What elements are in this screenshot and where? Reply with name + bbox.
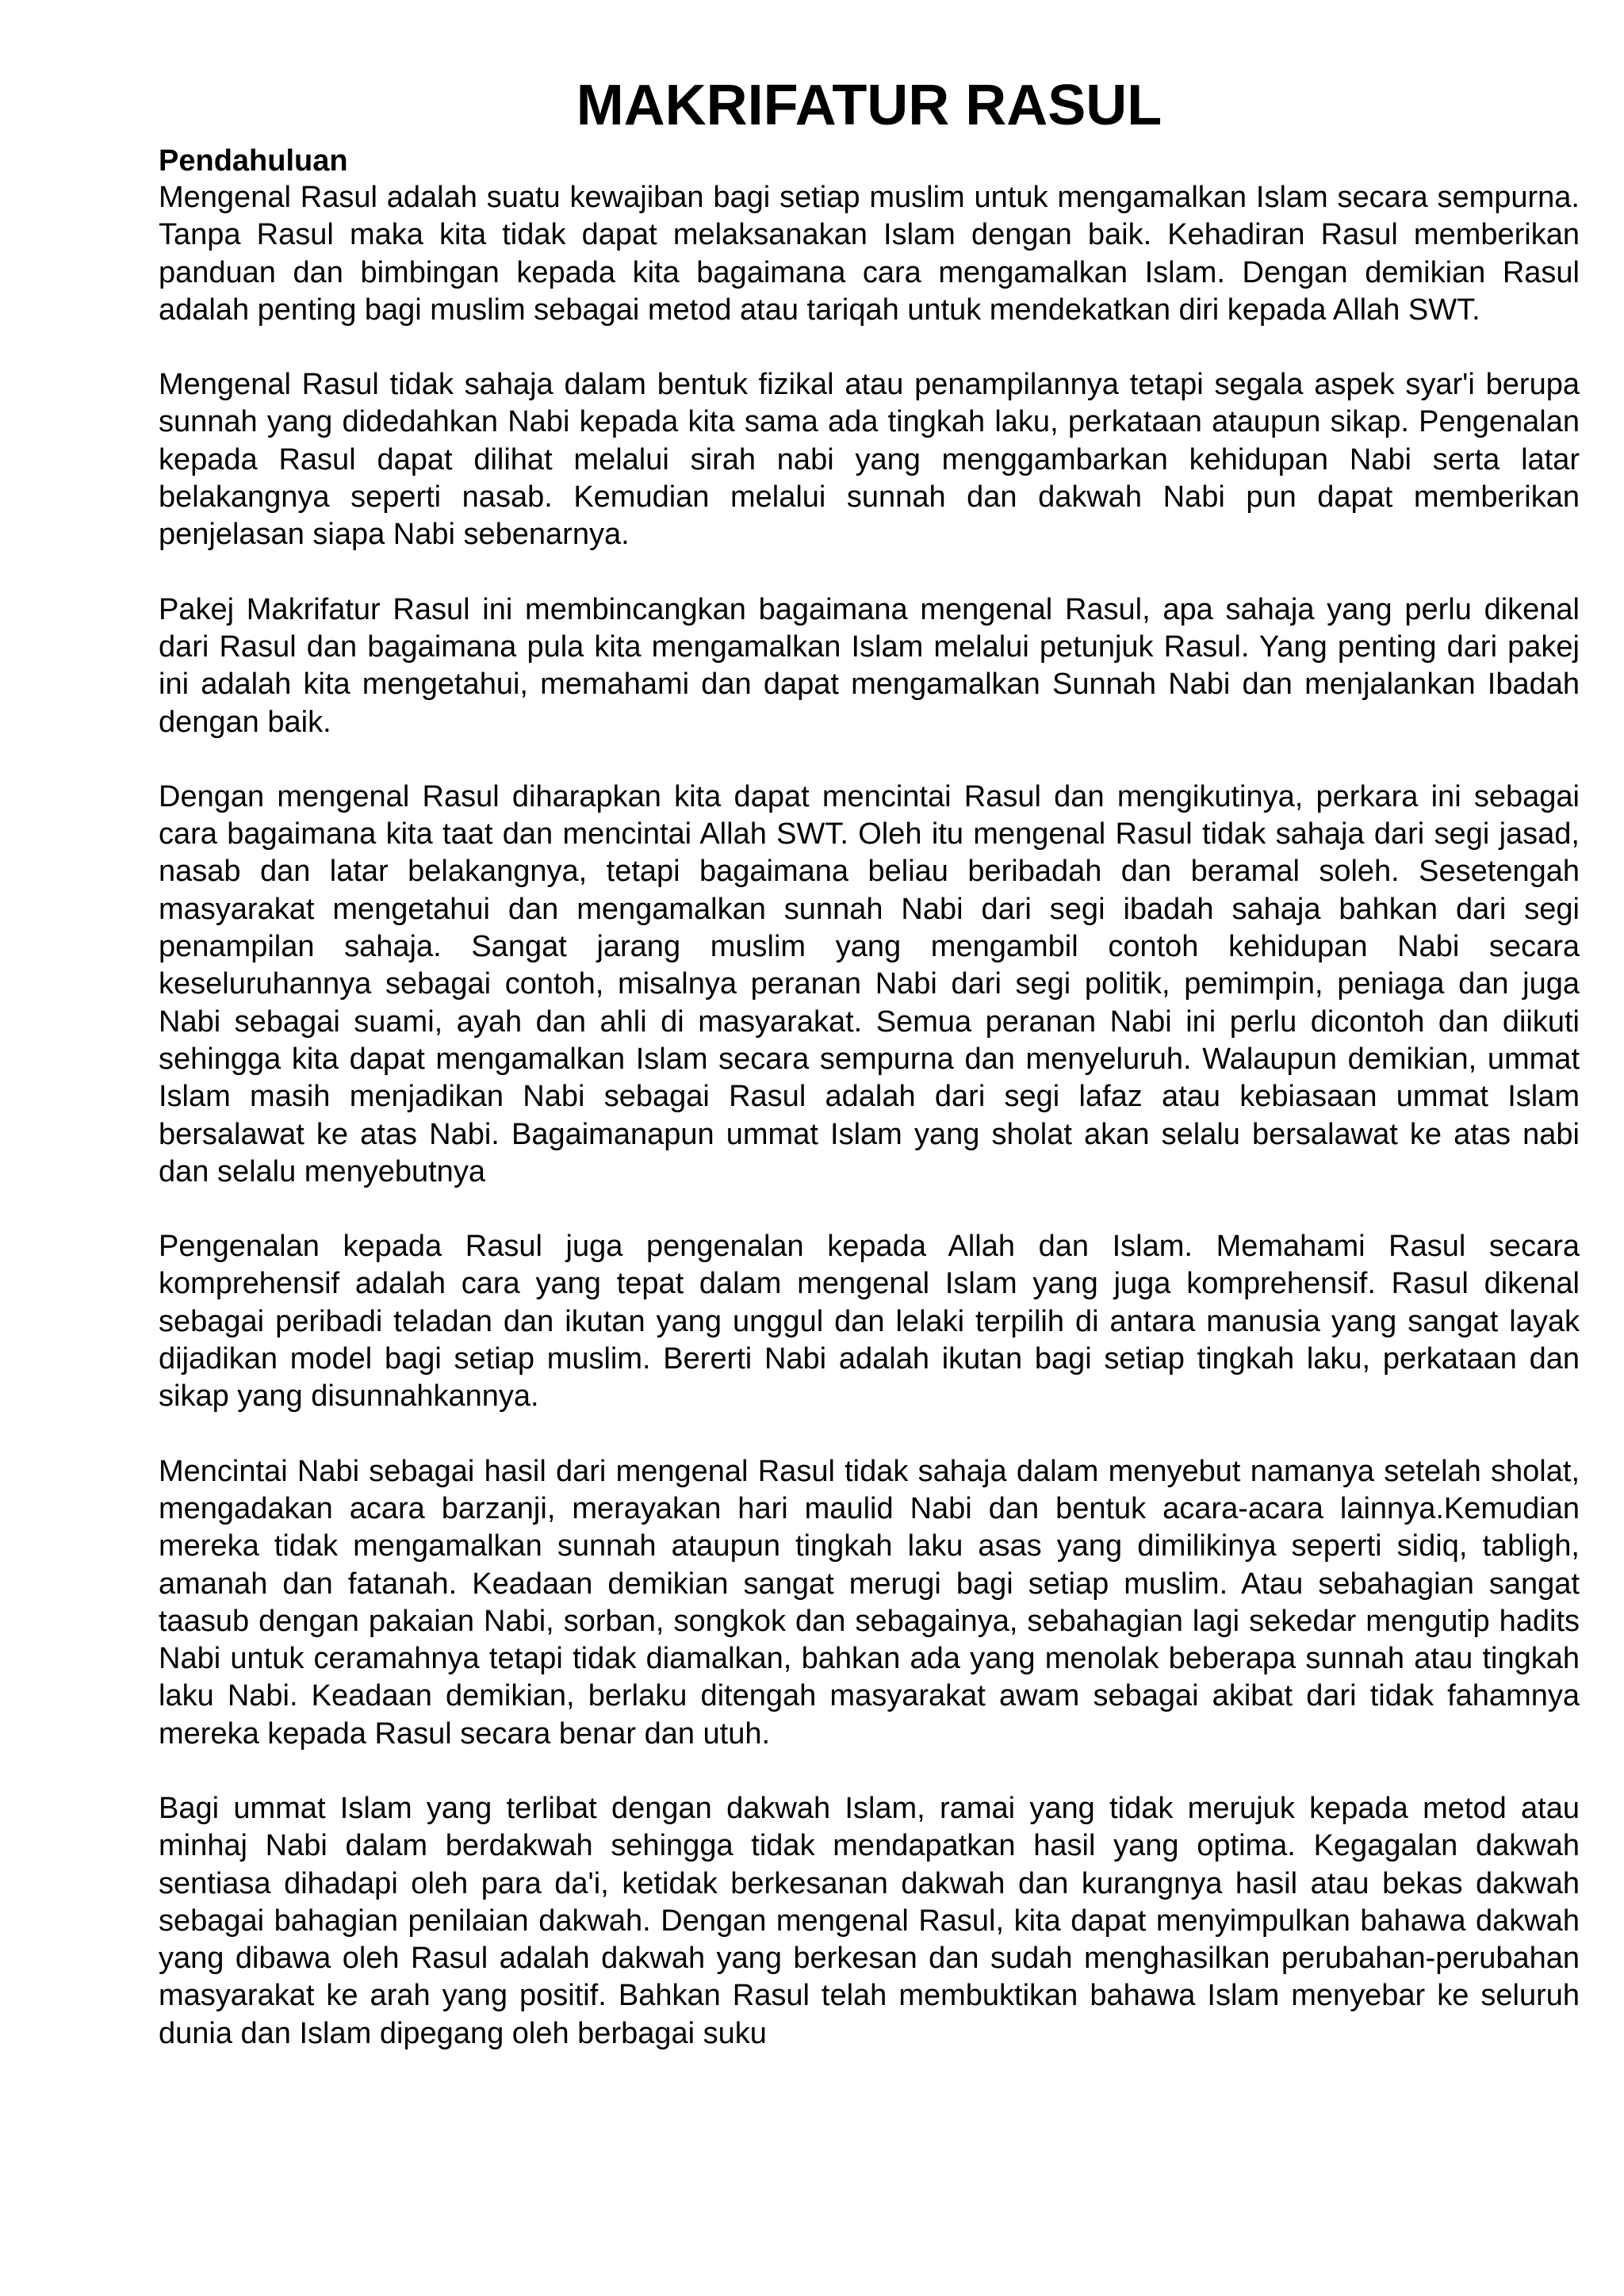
paragraph-1: Mengenal Rasul adalah suatu kewajiban bagi setiap muslim untuk mengamalkan Islam secara sempurna. Tanpa Rasul maka kita tidak dapat melaksanakan Islam dengan baik. Kehadiran Rasul memberikan panduan dan bimbingan kepada kita bagaimana cara mengamalkan Islam. Dengan demikian Rasul adalah penting bagi muslim sebagai metod atau tariqah untuk mendekatkan diri kepada Allah SWT. bbox=[159, 181, 1580, 327]
paragraph-5: Pengenalan kepada Rasul juga pengenalan kepada Allah dan Islam. Memahami Rasul secara komprehensif adalah cara yang tepat dalam mengenal Islam yang juga komprehensif. Rasul dikenal sebagai peribadi teladan dan ikutan yang unggul dan lelaki terpilih di antara manusia yang sangat layak dijadikan model bagi setiap muslim. Bererti Nabi adalah ikutan bagi setiap tingkah laku, perkataan dan sikap yang disunnahkannya. bbox=[159, 1230, 1580, 1414]
section-heading: Pendahuluan bbox=[159, 144, 348, 178]
paragraph-3: Pakej Makrifatur Rasul ini membincangkan bagaimana mengenal Rasul, apa sahaja yang perlu dikenal dari Rasul dan bagaimana pula kita mengamalkan Islam melalui petunjuk Rasul. Yang penting dari pakej ini adalah kita mengetahui, memahami dan dapat mengamalkan Sunnah Nabi dan menjalankan Ibadah dengan baik. bbox=[159, 592, 1580, 739]
paragraph-4: Dengan mengenal Rasul diharapkan kita dapat mencintai Rasul dan mengikutinya, perkara ini sebagai cara bagaimana kita taat dan mencintai Allah SWT. Oleh itu mengenal Rasul tidak sahaja dari segi jasad, nasab dan latar belakangnya, tetapi bagaimana beliau beribadah dan beramal soleh. Sesetengah masyarakat mengetahui dan mengamalkan sunnah Nabi dari segi ibadah sahaja bahkan dari segi penampilan sahaja. Sangat jarang muslim yang mengambil contoh kehidupan Nabi secara keseluruhannya sebagai contoh, misalnya peranan Nabi dari segi politik, pemimpin, peniaga dan juga Nabi sebagai suami, ayah dan ahli di masyarakat. Semua peranan Nabi ini perlu dicontoh dan diikuti sehingga kita dapat mengamalkan Islam secara sempurna dan menyeluruh. Walaupun demikian, ummat Islam masih menjadikan Nabi sebagai Rasul adalah dari segi lafaz atau kebiasaan ummat Islam bersalawat ke atas Nabi. Bagaimanapun ummat Islam yang sholat akan selalu bersalawat ke atas nabi dan selalu menyebutnya bbox=[159, 779, 1580, 1188]
document-title: MAKRIFATUR RASUL bbox=[576, 74, 1162, 137]
paragraph-2: Mengenal Rasul tidak sahaja dalam bentuk fizikal atau penampilannya tetapi segala aspek syar'i berupa sunnah yang didedahkan Nabi kepada kita sama ada tingkah laku, perkataan ataupun sikap. Pengenalan kepada Rasul dapat dilihat melalui sirah nabi yang menggambarkan kehidupan Nabi serta latar belakangnya seperti nasab. Kemudian melalui sunnah dan dakwah Nabi pun dapat memberikan penjelasan siapa Nabi sebenarnya. bbox=[159, 368, 1580, 552]
paragraph-7: Bagi ummat Islam yang terlibat dengan dakwah Islam, ramai yang tidak merujuk kepada metod atau minhaj Nabi dalam berdakwah sehingga tidak mendapatkan hasil yang optima. Kegagalan dakwah sentiasa dihadapi oleh para da'i, ketidak berkesanan dakwah dan kurangnya hasil atau bekas dakwah sebagai bahagian penilaian dakwah. Dengan mengenal Rasul, kita dapat menyimpulkan bahawa dakwah yang dibawa oleh Rasul adalah dakwah yang berkesan dan sudah menghasilkan perubahan-perubahan masyarakat ke arah yang positif. Bahkan Rasul telah membuktikan bahawa Islam menyebar ke seluruh dunia dan Islam dipegang oleh berbagai suku bbox=[159, 1791, 1580, 2050]
paragraph-6: Mencintai Nabi sebagai hasil dari mengenal Rasul tidak sahaja dalam menyebut namanya setelah sholat, mengadakan acara barzanji, merayakan hari maulid Nabi dan bentuk acara-acara lainnya.Kemudian mereka tidak mengamalkan sunnah ataupun tingkah laku asas yang dimilikinya seperti sidiq, tabligh, amanah dan fatanah. Keadaan demikian sangat merugi bagi setiap muslim. Atau sebahagian sangat taasub dengan pakaian Nabi, sorban, songkok dan sebagainya, sebahagian lagi sekedar mengutip hadits Nabi untuk ceramahnya tetapi tidak diamalkan, bahkan ada yang menolak beberapa sunnah atau tingkah laku Nabi. Keadaan demikian, berlaku ditengah masyarakat awam sebagai akibat dari tidak fahamnya mereka kepada Rasul secara benar dan utuh. bbox=[159, 1454, 1580, 1751]
document-page bbox=[159, 71, 1580, 2090]
